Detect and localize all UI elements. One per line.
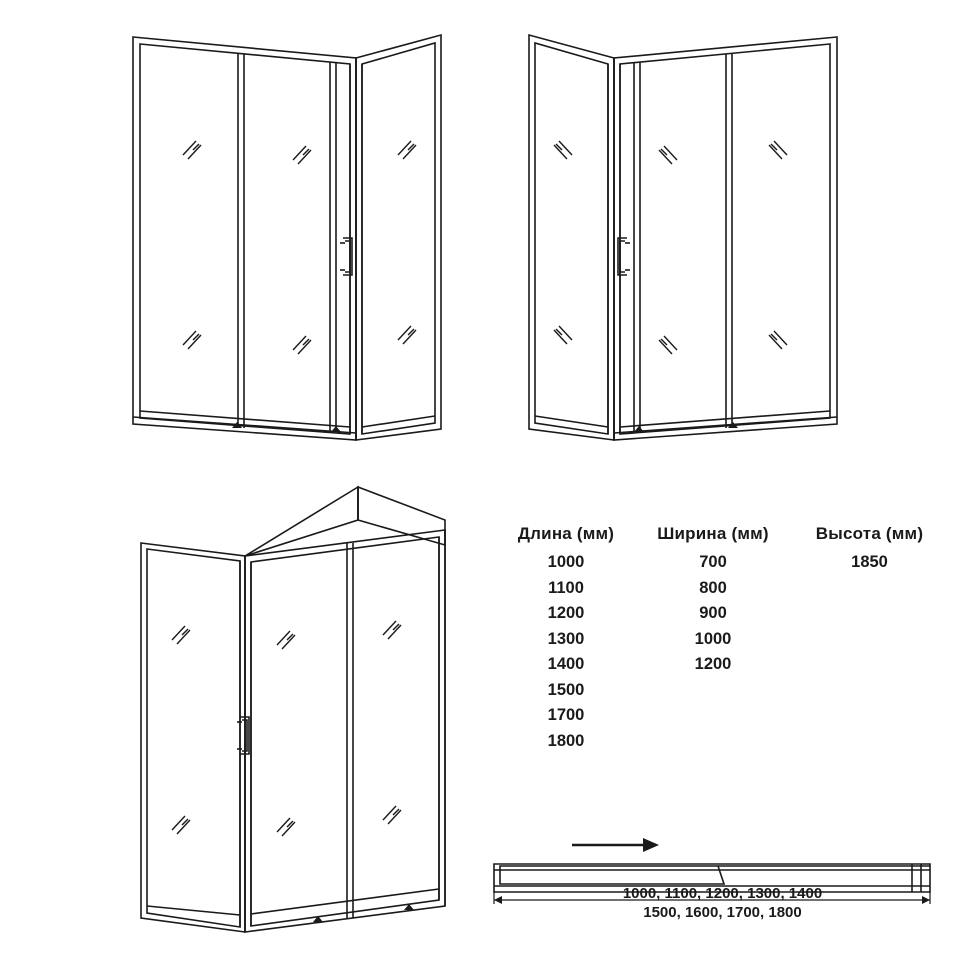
value-cell: 1800 [547, 731, 585, 750]
value-cell: 1700 [547, 706, 585, 724]
value-cell: 1000 [547, 553, 585, 571]
value-cell: 1000 [694, 629, 732, 648]
column-values-length [495, 550, 637, 754]
column-header-length: Длина (мм) [517, 524, 615, 543]
value-cell: 1500 [547, 680, 585, 699]
rail-dimension-caption [495, 884, 950, 922]
dimensions-table-body [495, 550, 950, 754]
value-cell: 1400 [547, 655, 585, 673]
column-header-width: Ширина (мм) [657, 524, 769, 543]
column-values-height [789, 550, 950, 754]
rail-caption-line-1: 1000, 1100, 1200, 1300, 1400 [622, 885, 823, 902]
column-values-width [637, 550, 789, 754]
enclosure-view-3 [141, 487, 445, 932]
enclosure-view-2 [529, 35, 837, 440]
column-header-height: Высота (мм) [815, 524, 924, 543]
value-cell: 1200 [547, 604, 585, 622]
value-cell: 1300 [547, 629, 585, 648]
value-cell: 900 [699, 604, 727, 622]
rail-caption-line-2: 1500, 1600, 1700, 1800 [643, 904, 802, 921]
value-cell: 1200 [694, 655, 732, 673]
enclosure-view-1 [133, 35, 441, 440]
value-cell: 1850 [851, 553, 888, 571]
value-cell: 700 [699, 553, 727, 571]
dimensions-table [495, 524, 950, 754]
value-cell: 800 [699, 578, 727, 597]
value-cell: 1100 [548, 578, 584, 597]
dimensions-table-header [495, 524, 950, 544]
